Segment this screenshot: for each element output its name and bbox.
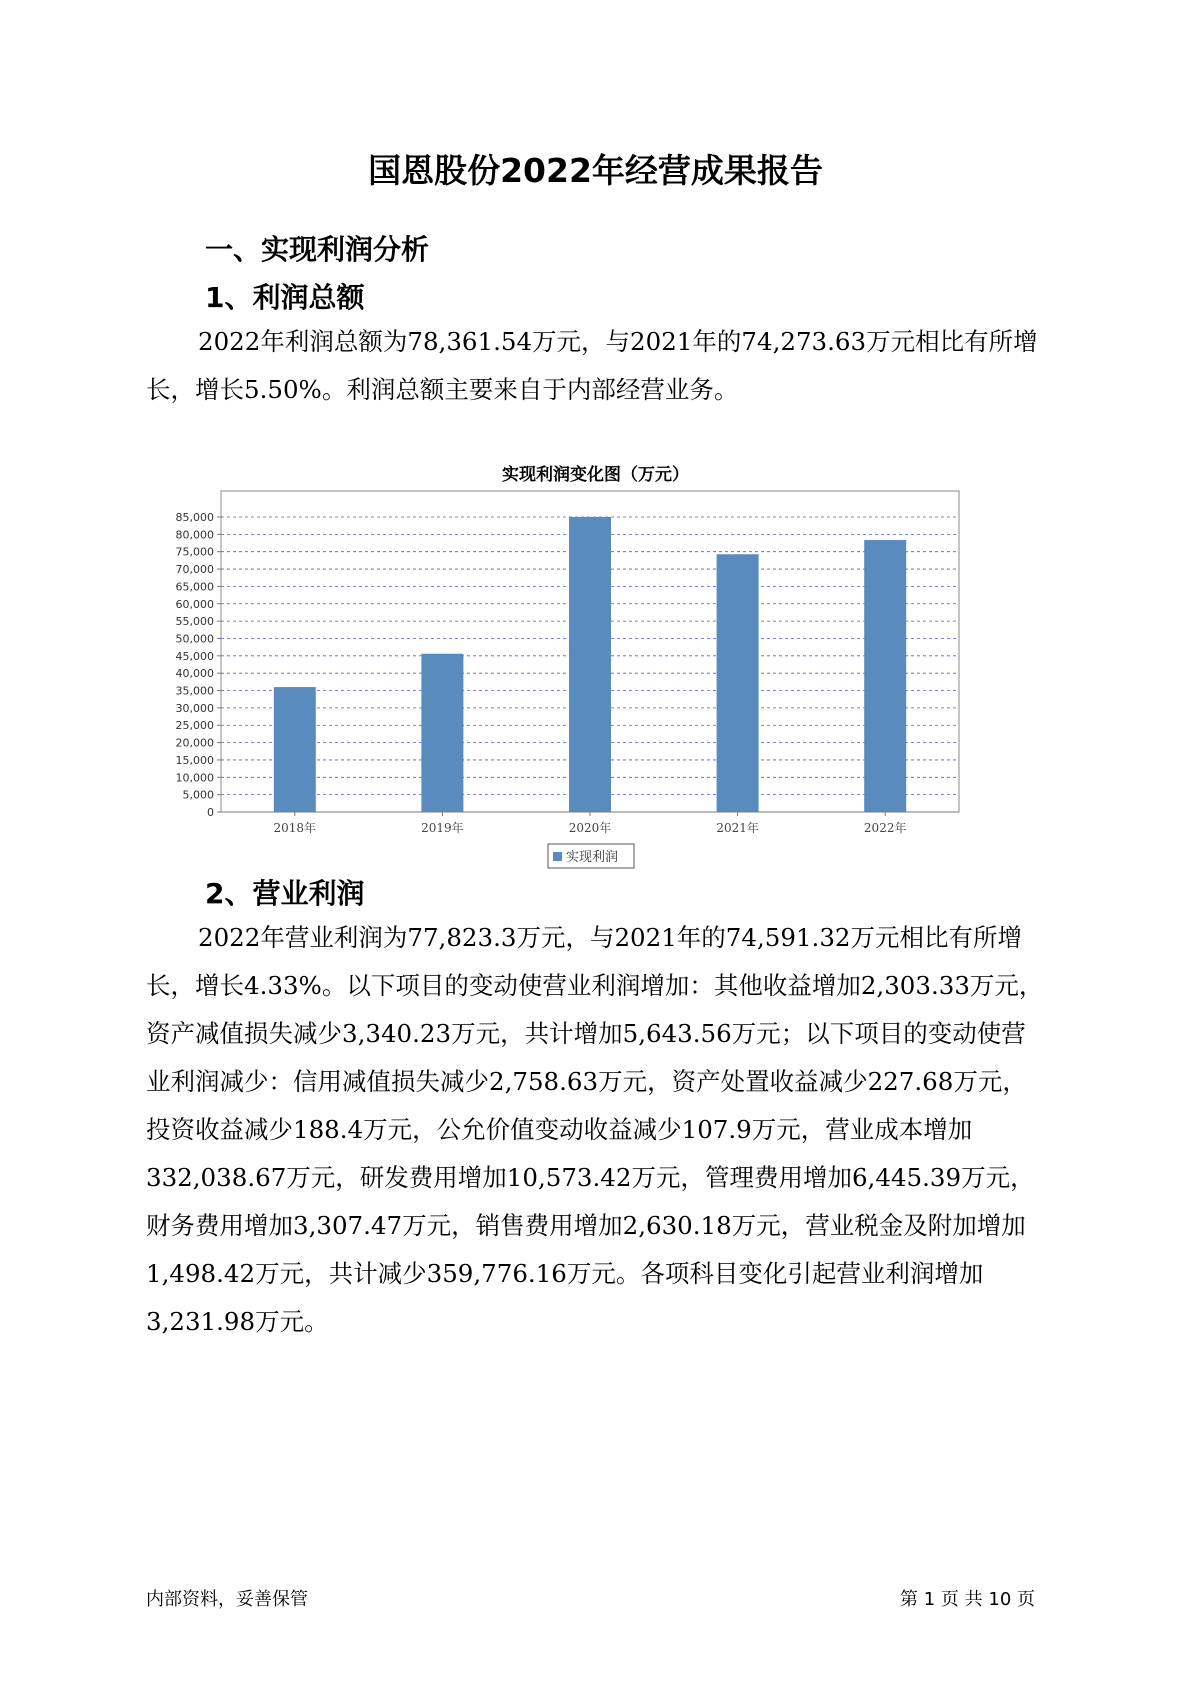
- chart-title: 实现利润变化图（万元）: [502, 465, 689, 485]
- y-tick-label: 60,000: [175, 597, 214, 611]
- page-title: 国恩股份2022年经营成果报告: [368, 151, 823, 190]
- paragraph-total-profit: 2022年利润总额为78,361.54万元，与2021年的74,273.63万元相比有所增长，增长5.50%。利润总额主要来自于内部经营业务。: [146, 327, 1038, 404]
- x-tick-label: 2020年: [568, 821, 612, 835]
- y-tick-label: 80,000: [175, 528, 214, 542]
- y-tick-label: 65,000: [175, 580, 214, 594]
- bar-2021年: [717, 554, 759, 812]
- x-tick-label: 2022年: [863, 821, 907, 835]
- section-heading: 一、实现利润分析: [205, 233, 430, 266]
- bar-2018年: [274, 687, 316, 812]
- bar-2019年: [421, 654, 463, 812]
- y-tick-label: 75,000: [175, 545, 214, 559]
- paragraph-operating-profit: 2022年营业利润为77,823.3万元，与2021年的74,591.32万元相比有所增长，增长4.33%。以下项目的变动使营业利润增加：其他收益增加2,303.33万元，资产减值损失减少3,340.23万元，共计增加5,643.56万元；以下项目的变动使营业利润减少：信用减值损失减少2,758.63万元，资产处置收益减少227.68万元，投资收益减少188.4万元，公允价值变动收益减少107.9万元，营业成本增加332,038.67万元，研发费用增加10,573.42万元，管理费用增加6,445.39万元，财务费用增加3,307.47万元，销售费用增加2,630.18万元，营业税金及附加增加1,498.42万元，共计减少359,776.16万元。各项科目变化引起营业利润增加3,231.98万元。: [146, 923, 1044, 1336]
- y-tick-label: 50,000: [175, 632, 214, 646]
- x-tick-label: 2018年: [273, 821, 317, 835]
- y-tick-label: 15,000: [175, 753, 214, 767]
- y-tick-label: 25,000: [175, 719, 214, 733]
- bar-2020年: [569, 517, 611, 812]
- y-tick-label: 30,000: [175, 701, 214, 715]
- y-tick-label: 55,000: [175, 615, 214, 629]
- y-tick-label: 45,000: [175, 649, 214, 663]
- x-tick-label: 2021年: [716, 821, 759, 835]
- y-tick-label: 0: [207, 806, 214, 819]
- y-tick-label: 20,000: [175, 736, 214, 750]
- y-tick-label: 40,000: [175, 667, 214, 681]
- footer-page-number: 第 1 页 共 10 页: [900, 1589, 1035, 1610]
- y-tick-label: 5,000: [182, 788, 214, 802]
- subsection-heading-operating-profit: 2、营业利润: [205, 877, 365, 910]
- y-tick-label: 35,000: [175, 684, 214, 698]
- footer-confidential-note: 内部资料，妥善保管: [146, 1589, 308, 1610]
- y-tick-label: 70,000: [175, 563, 214, 577]
- legend-label: 实现利润: [566, 850, 619, 865]
- x-tick-label: 2019年: [421, 821, 464, 835]
- y-tick-label: 85,000: [175, 511, 214, 524]
- y-tick-label: 10,000: [175, 771, 214, 785]
- profit-bar-chart: [160, 490, 1020, 880]
- legend-swatch: [553, 852, 562, 861]
- subsection-heading-total-profit: 1、利润总额: [205, 281, 365, 314]
- bar-2022年: [864, 540, 906, 812]
